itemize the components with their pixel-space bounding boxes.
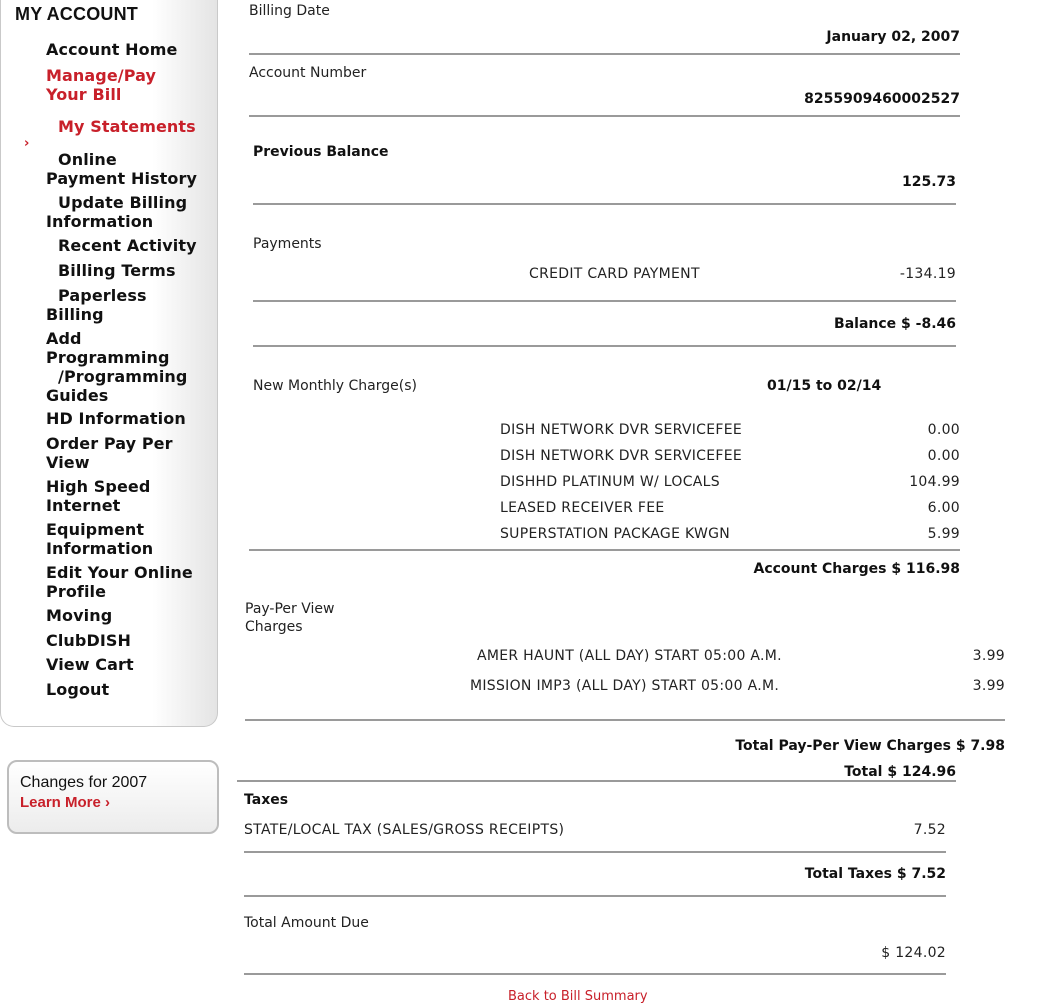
monthly-charges-label: New Monthly Charge(s) (253, 378, 417, 394)
taxes-label: Taxes (244, 792, 289, 808)
payment-amount: -134.19 (899, 266, 956, 282)
nav-billing-terms[interactable]: Billing Terms (58, 261, 176, 280)
current-page-arrow-icon: › (24, 136, 30, 151)
ppv-total: Total Pay-Per View Charges $ 7.98 (735, 738, 1005, 754)
nav-add-programming[interactable]: Add Programming /Programming Guides (46, 329, 188, 405)
promo-heading: Changes for 2007 (20, 774, 148, 791)
nav-equipment-info[interactable]: Equipment Information (46, 520, 154, 558)
nav-order-ppv[interactable]: Order Pay Per View (46, 434, 173, 472)
promo-box (7, 760, 219, 834)
charge-amount: 0.00 (927, 448, 960, 464)
nav-high-speed-internet[interactable]: High Speed Internet (46, 477, 151, 515)
ppv-description: MISSION IMP3 (ALL DAY) START 05:00 A.M. (470, 678, 780, 694)
billing-date-label: Billing Date (249, 3, 330, 19)
charge-amount: 104.99 (909, 474, 960, 490)
divider (253, 300, 956, 302)
divider (237, 780, 956, 782)
ppv-charges-label: Pay-Per View Charges (245, 601, 335, 635)
learn-more-link[interactable]: Learn More › (20, 794, 111, 811)
nav-logout[interactable]: Logout (46, 680, 110, 699)
ppv-amount: 3.99 (972, 648, 1005, 664)
charge-amount: 0.00 (927, 422, 960, 438)
payments-label: Payments (253, 236, 322, 252)
account-number-value: 8255909460002527 (804, 91, 960, 107)
balance-value: Balance $ -8.46 (834, 316, 956, 332)
divider (253, 345, 956, 347)
divider (244, 851, 946, 853)
charge-description: SUPERSTATION PACKAGE KWGN (500, 526, 731, 542)
nav-my-statements[interactable]: My Statements (58, 117, 196, 136)
nav-clubdish[interactable]: ClubDISH (46, 631, 132, 650)
nav-hd-information[interactable]: HD Information (46, 409, 186, 428)
arrow-right-icon: › (105, 794, 111, 811)
charge-description: DISH NETWORK DVR SERVICEFEE (500, 448, 743, 464)
charge-amount: 5.99 (927, 526, 960, 542)
nav-update-billing-info[interactable]: Update Billing Information (46, 193, 188, 231)
divider (249, 549, 960, 551)
nav-edit-profile[interactable]: Edit Your Online Profile (46, 563, 193, 601)
divider (245, 719, 1005, 721)
divider (244, 895, 946, 897)
amount-due-label: Total Amount Due (244, 915, 369, 931)
amount-due-value: $ 124.02 (881, 945, 946, 961)
payment-description: CREDIT CARD PAYMENT (529, 266, 700, 282)
account-charges-total: Account Charges $ 116.98 (753, 561, 960, 577)
nav-manage-pay-bill[interactable]: Manage/Pay Your Bill (46, 66, 157, 104)
divider (249, 115, 960, 117)
grand-total: Total $ 124.96 (844, 764, 956, 780)
total-taxes: Total Taxes $ 7.52 (804, 866, 946, 882)
tax-description: STATE/LOCAL TAX (SALES/GROSS RECEIPTS) (244, 822, 565, 838)
charge-description: DISHHD PLATINUM W/ LOCALS (500, 474, 720, 490)
tax-amount: 7.52 (913, 822, 946, 838)
charge-amount: 6.00 (927, 500, 960, 516)
nav-recent-activity[interactable]: Recent Activity (58, 236, 197, 255)
divider (253, 203, 956, 205)
divider (244, 973, 946, 975)
ppv-amount: 3.99 (972, 678, 1005, 694)
charge-description: LEASED RECEIVER FEE (500, 500, 665, 516)
nav-moving[interactable]: Moving (46, 606, 113, 625)
nav-paperless-billing[interactable]: Paperless Billing (46, 286, 147, 324)
sidebar-title: MY ACCOUNT (15, 4, 138, 24)
previous-balance-value: 125.73 (901, 174, 956, 190)
back-to-summary-link[interactable]: Back to Bill Summary (508, 989, 648, 1004)
previous-balance-label: Previous Balance (253, 144, 389, 160)
ppv-description: AMER HAUNT (ALL DAY) START 05:00 A.M. (477, 648, 782, 664)
monthly-period: 01/15 to 02/14 (767, 378, 882, 394)
nav-online-payment-history[interactable]: Online Payment History (46, 150, 198, 188)
account-number-label: Account Number (249, 65, 367, 81)
divider (249, 53, 960, 55)
nav-account-home[interactable]: Account Home (46, 40, 178, 59)
nav-view-cart[interactable]: View Cart (46, 655, 134, 674)
charge-description: DISH NETWORK DVR SERVICEFEE (500, 422, 743, 438)
billing-date-value: January 02, 2007 (826, 29, 960, 45)
